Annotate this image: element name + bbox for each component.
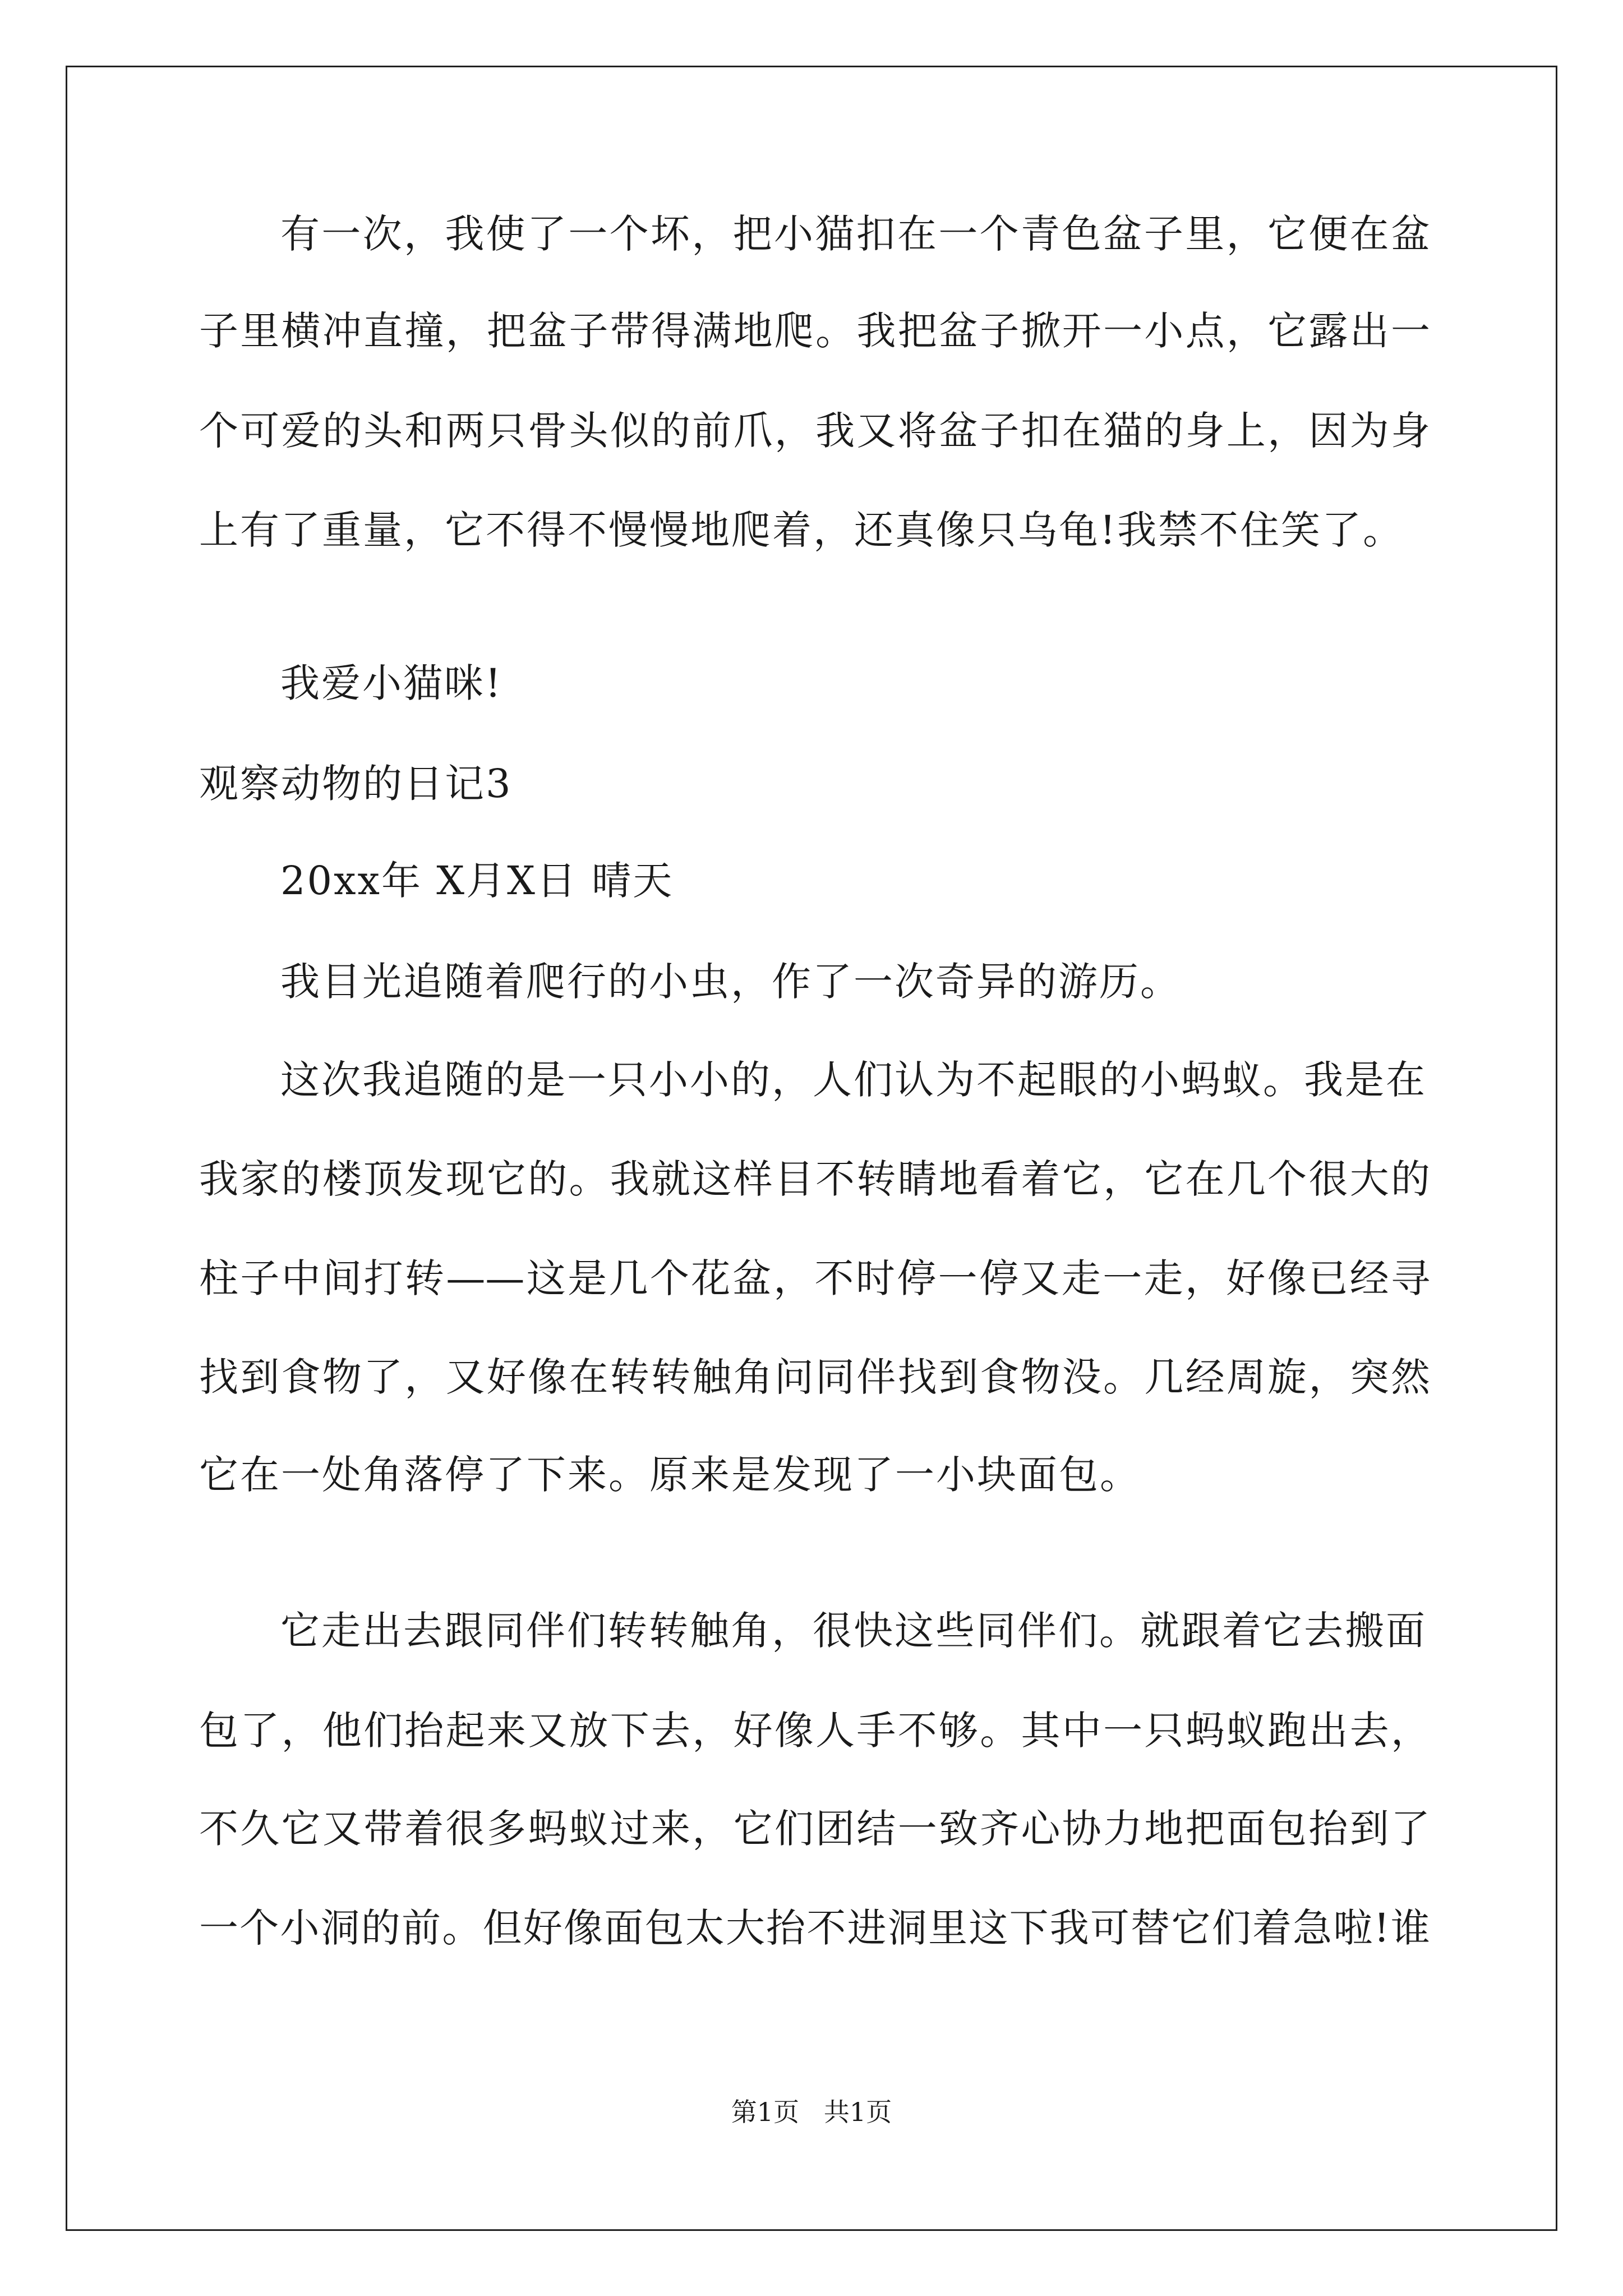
text-line: 个可爱的头和两只骨头似的前爪，我又将盆子扣在猫的身上，因为身: [199, 408, 1430, 454]
text-line: 有一次，我使了一个坏，把小猫扣在一个青色盆子里，它便在盆: [280, 211, 1430, 257]
text-line: 一个小洞的前。但好像面包太大抬不进洞里这下我可替它们着急啦!谁: [199, 1905, 1430, 1951]
date-weather-line: 20xx年 X月X日 晴天: [280, 858, 674, 904]
text-line: 上有了重量，它不得不慢慢地爬着，还真像只乌龟!我禁不住笑了。: [199, 507, 1404, 553]
text-line: 我爱小猫咪!: [280, 660, 503, 706]
text-line: 不久它又带着很多蚂蚁过来，它们团结一致齐心协力地把面包抬到了: [199, 1806, 1430, 1852]
text-line: 我家的楼顶发现它的。我就这样目不转睛地看着它，它在几个很大的: [199, 1156, 1430, 1202]
text-line: 这次我追随的是一只小小的，人们认为不起眼的小蚂蚁。我是在: [280, 1057, 1427, 1103]
text-line: 它在一处角落停了下来。原来是发现了一小块面包。: [199, 1452, 1141, 1498]
text-line: 我目光追随着爬行的小虫，作了一次奇异的游历。: [280, 959, 1181, 1005]
text-line: 柱子中间打转——这是几个花盆，不时停一停又走一走，好像已经寻: [199, 1255, 1430, 1301]
text-line: 子里横冲直撞，把盆子带得满地爬。我把盆子掀开一小点，它露出一: [199, 308, 1430, 354]
section-heading: 观察动物的日记3: [199, 761, 513, 807]
text-line: 找到食物了，又好像在转转触角问同伴找到食物没。几经周旋，突然: [199, 1354, 1430, 1400]
text-line: 包了，他们抬起来又放下去，好像人手不够。其中一只蚂蚁跑出去，: [199, 1708, 1430, 1754]
text-line: 它走出去跟同伴们转转触角，很快这些同伴们。就跟着它去搬面: [280, 1608, 1427, 1654]
page-number-footer: 第1页 共1页: [731, 2097, 892, 2127]
